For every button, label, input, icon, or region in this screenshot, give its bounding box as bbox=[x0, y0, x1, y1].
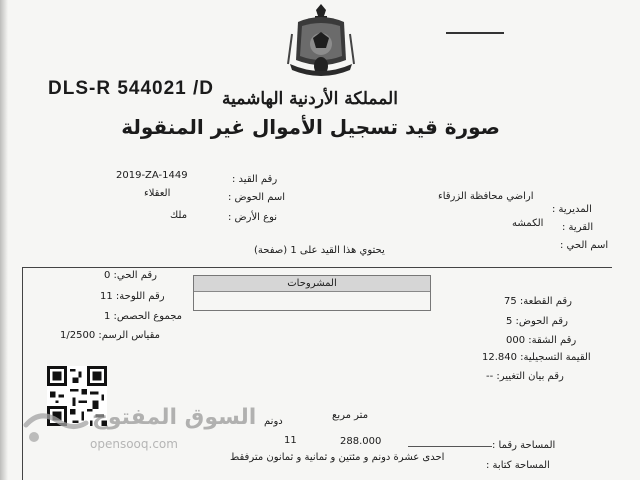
basin-name-value: العقلاء bbox=[144, 188, 171, 199]
area-numeric-label: المساحة رقما : bbox=[492, 440, 556, 451]
shares-total: مجموع الحصص: 1 bbox=[104, 311, 183, 322]
village-label: القرية : bbox=[562, 222, 594, 233]
opensooq-watermark bbox=[20, 403, 257, 461]
plate-number: رقم اللوحة: 11 bbox=[100, 291, 165, 302]
neighborhood-number: رقم الحي: 0 bbox=[104, 270, 157, 281]
area-dunum-column: دونم bbox=[264, 416, 283, 427]
area-written-value: احدى عشرة دونم و مئتين و ثمانية و ثمانون مترفقط bbox=[230, 452, 445, 463]
watermark-latin: opensooq.com bbox=[90, 437, 178, 451]
document-title: صورة قيد تسجيل الأموال غير المنقولة bbox=[121, 115, 500, 139]
parcel-number: رقم القطعة: 75 bbox=[504, 296, 572, 307]
projects-header: المشروحات bbox=[194, 276, 430, 291]
record-no-value: 2019-ZA-1449 bbox=[116, 170, 188, 181]
apartment-number: رقم الشقة: 000 bbox=[506, 335, 577, 346]
basin-number: رقم الحوض: 5 bbox=[506, 316, 568, 327]
area-written-label: المساحة كتابة : bbox=[486, 460, 550, 471]
land-type-label: نوع الأرض : bbox=[228, 212, 278, 223]
record-no-label: رقم القيد : bbox=[232, 174, 278, 185]
kingdom-name: المملكة الأردنية الهاشمية bbox=[222, 89, 398, 109]
change-statement: رقم بيان التغيير: -- bbox=[486, 371, 564, 382]
pages-note: يحتوي هذا القيد على 1 (صفحة) bbox=[254, 245, 385, 256]
area-sqm-value: 288.000 bbox=[340, 436, 382, 447]
registered-value: القيمة التسجيلية: 12.840 bbox=[482, 352, 591, 363]
directorate-label: المديرية : bbox=[552, 204, 592, 215]
drawing-scale: مقياس الرسم: 1/2500 bbox=[60, 330, 160, 341]
watermark-arabic: السوق المفتوح bbox=[92, 405, 257, 430]
area-underline bbox=[408, 446, 492, 447]
village-value: الكمشه bbox=[512, 218, 544, 229]
projects-divider bbox=[194, 291, 430, 292]
pen-mark bbox=[446, 32, 504, 34]
neighborhood-label: اسم الحي : bbox=[560, 240, 609, 251]
projects-box bbox=[193, 275, 431, 311]
directorate-value: اراضي محافظة الزرقاء bbox=[438, 191, 534, 202]
area-sqm-column: متر مربع bbox=[332, 410, 369, 421]
dls-number: DLS-R 544021 /D bbox=[48, 78, 215, 99]
land-type-value: ملك bbox=[170, 210, 188, 221]
area-dunum-value: 11 bbox=[284, 435, 297, 446]
basin-name-label: اسم الحوض : bbox=[228, 192, 286, 203]
jordan-coat-of-arms-icon bbox=[286, 4, 356, 84]
